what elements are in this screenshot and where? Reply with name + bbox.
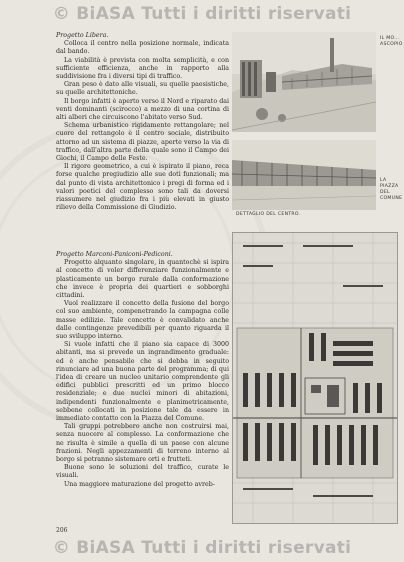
paragraph: Il borgo infatti è aperto verso il Nord e riparato dai venti dominanti (scirocco) a mezzo di una cortina di alti alberi che circuiscono l'abitato verso Sud.: [56, 97, 229, 122]
paragraph: Colloca il centro nella posizione normale, indicata dal bando.: [56, 40, 229, 56]
paragraph: Progetto alquanto singolare, in quantochè si ispira al concetto di voler differenziare funzionalmente e plasticamente un borgo rurale dalla conformazione che invece è propria dei quartieri e sobborghi cittadini.: [56, 259, 229, 300]
caption-top-right: IL MO... ASCOPIO: [380, 36, 403, 47]
paragraph: Tali gruppi potrebbero anche non costruirsi mai, senza nuocere al complesso. La conformazione che ne risulta è simile a quella di un paese con alcune frazioni. Negli appezzamenti di terreno interno al borgo si potranno sistemare orti e frutteti.: [56, 423, 229, 464]
paragraph: Vuol realizzare il concetto della fusione del borgo col suo ambiente, compenetrando la campagna colle masse edilizie. Tale concetto è convalidato anche dalle contingenze prevedibili per quanto riguarda il suo sviluppo interno.: [56, 300, 229, 341]
page-number: 206: [56, 527, 68, 534]
paragraph: Schema urbanistico rigidamente rettangolare; nel cuore del rettangolo è il centro sociale, distribuito attorno ad un sistema di piazze, aperte verso la via di traffico, dall'altra parte della quale sono il Campo dei Giochi, il Campo delle Feste.: [56, 122, 229, 163]
section-heading: Progetto Marconi-Paniconi-Pediconi.: [56, 251, 173, 258]
paragraph: La viabilità è prevista con molta semplicità, e con sufficiente efficienza, anche in rapporto alla suddivisione fra i diversi tipi di traffico.: [56, 56, 229, 81]
caption-detail: DETTAGLIO DEL CENTRO.: [236, 212, 301, 217]
site-plan-image: [232, 232, 398, 524]
watermark-bottom: © BiASA Tutti i diritti riservati: [52, 538, 352, 558]
section-marconi: [56, 251, 229, 489]
paragraph: Una maggiore maturazione del progetto avreb-: [64, 480, 215, 488]
caption-mid-right: LA PIAZZA DEL COMUNE: [380, 178, 403, 201]
section-libera: [56, 32, 229, 212]
paragraph: Si vuole infatti che il piano sia capace di 3000 abitanti, ma si prevede un ingrandimento graduale: ed è anche pensabile che si debba in seguito rinunciare ad una buona parte del programma; di qui l'idea di creare un nucleo unitario comprendente gli edifici pubblici prescritti ed un primo blocco residenziale; e due nuclei minori di abitazioni, indipendenti funzionalmente e planimetricamente, sebbene collocati in posizione tale da essere in immediato contatto con la Piazza del Comune.: [56, 341, 229, 423]
perspective-drawing-image: [232, 32, 376, 132]
piazza-drawing-image: [232, 140, 376, 210]
paragraph: Gran peso è dato alle visuali, su quelle paesistiche, su quelle architettoniche.: [56, 81, 229, 97]
paragraph: Il rigore geometrico, a cui è ispirato il piano, reca forse qualche pregiudizio alle sue doti funzionali; ma dal punto di vista architettonico i pregi di forma ed i valori poetici del complesso sono tali da doversi riassumere nel giudizio fra i più elevati in giusto rilievo della Commissione di Giudizio.: [56, 163, 229, 212]
paragraph: Buone sono le soluzioni del traffico, curate le visuali.: [56, 464, 229, 480]
section-heading: Progetto Libera.: [56, 32, 109, 39]
watermark-top: © BiASA Tutti i diritti riservati: [52, 4, 352, 24]
